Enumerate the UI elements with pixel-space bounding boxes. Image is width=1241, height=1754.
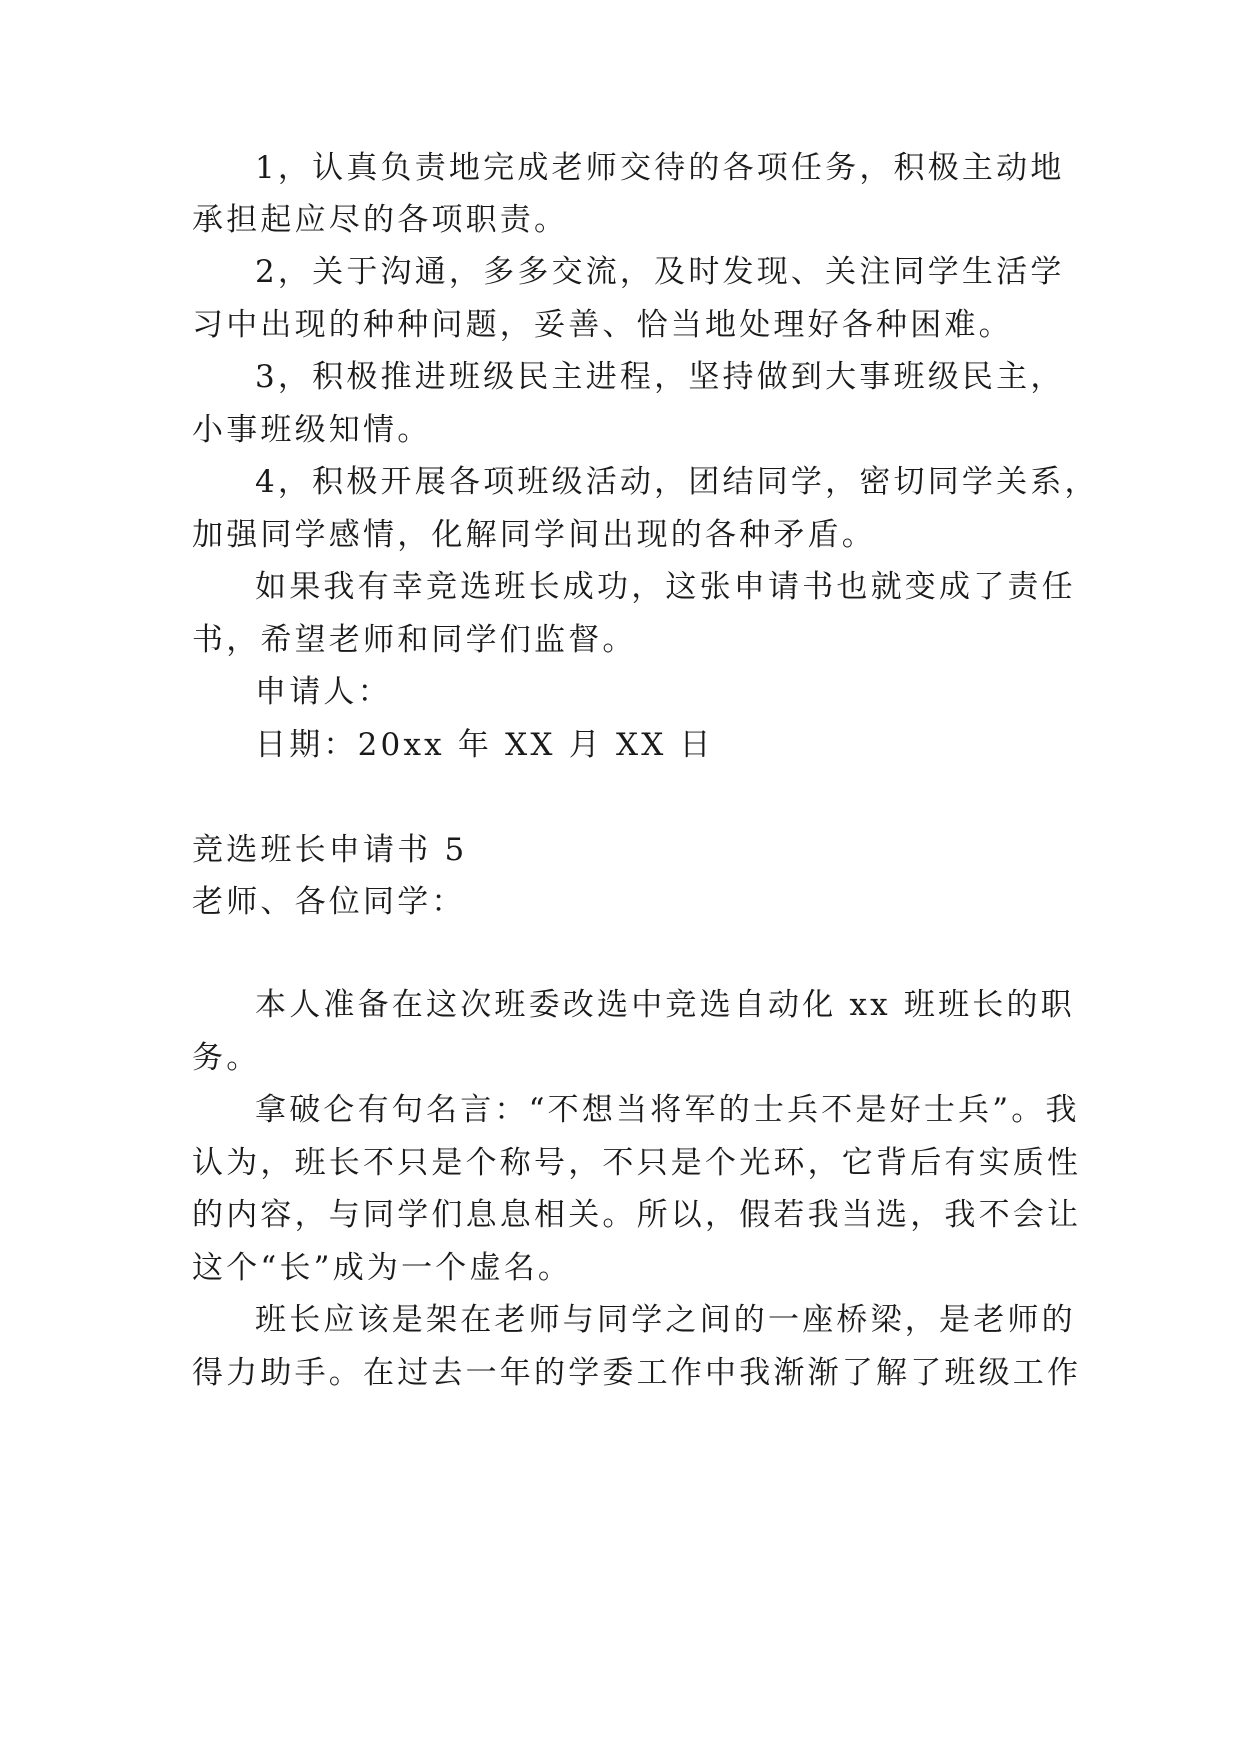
- closing-line-2: 书，希望老师和同学们监督。: [192, 622, 637, 658]
- item-3-line-1: 3，积极推进班级民主进程，坚持做到大事班级民主，: [255, 359, 1065, 395]
- closing-line-1: 如果我有幸竞选班长成功，这张申请书也就变成了责任: [255, 569, 1076, 605]
- item-2-line-2: 习中出现的种种问题，妥善、恰当地处理好各种困难。: [192, 307, 1013, 343]
- item-1-line-2: 承担起应尽的各项职责。: [192, 202, 569, 238]
- section-title: 竞选班长申请书 5: [192, 832, 468, 868]
- paragraph-2-line-2: 认为，班长不只是个称号，不只是个光环，它背后有实质性: [192, 1145, 1082, 1181]
- paragraph-2-line-1: 拿破仑有句名言：“不想当将军的士兵不是好士兵”。我: [255, 1092, 1080, 1128]
- item-4-line-1: 4，积极开展各项班级活动，团结同学，密切同学关系，: [255, 464, 1099, 500]
- item-2-line-1: 2，关于沟通，多多交流，及时发现、关注同学生活学: [255, 254, 1065, 290]
- item-1-line-1: 1，认真负责地完成老师交待的各项任务，积极主动地: [255, 150, 1065, 186]
- date-line: 日期：20xx 年 XX 月 XX 日: [255, 727, 714, 763]
- paragraph-2-line-4: 这个“长”成为一个虚名。: [192, 1250, 573, 1286]
- item-3-line-2: 小事班级知情。: [192, 412, 432, 448]
- paragraph-2-line-3: 的内容，与同学们息息相关。所以，假若我当选，我不会让: [192, 1197, 1082, 1233]
- paragraph-1-line-1: 本人准备在这次班委改选中竞选自动化 xx 班班长的职: [255, 987, 1075, 1023]
- greeting: 老师、各位同学：: [192, 884, 466, 920]
- item-4-line-2: 加强同学感情，化解同学间出现的各种矛盾。: [192, 517, 876, 553]
- paragraph-1-line-2: 务。: [192, 1040, 261, 1076]
- paragraph-3-line-2: 得力助手。在过去一年的学委工作中我渐渐了解了班级工作: [192, 1355, 1082, 1391]
- paragraph-3-line-1: 班长应该是架在老师与同学之间的一座桥梁，是老师的: [255, 1302, 1076, 1338]
- applicant-label: 申请人：: [255, 674, 392, 710]
